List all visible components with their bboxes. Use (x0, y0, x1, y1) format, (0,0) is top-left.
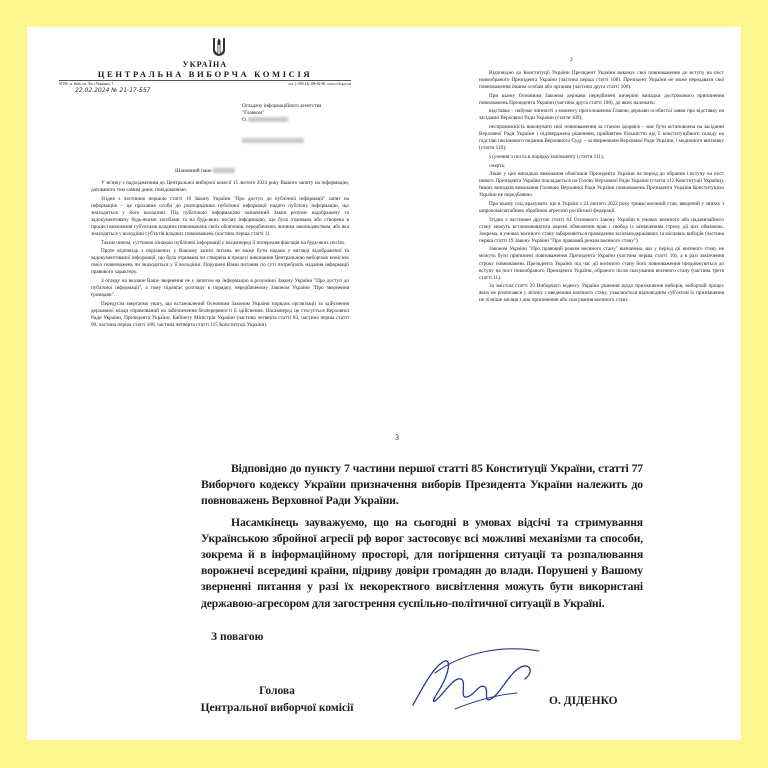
addressee-line-1: Огладачу інформаційного агентства (242, 103, 322, 109)
redacted-name (248, 117, 288, 122)
paragraph: У зв'язку з надходженням до Центральної виборчої комісії 15 лютого 2024 року Вашого запиту на інформацію, датованого тим самим днем, повідомляємо. (91, 180, 349, 194)
signer-name: О. ДІДЕНКО (549, 695, 618, 707)
signer-position-line-1: Голова (259, 685, 295, 697)
page3-body (201, 461, 643, 617)
paragraph: відставка – набуває чинності з моменту проголошення Главою держави особистої заяви про відставку на засіданні Верховної Ради України (стаття 109); (479, 108, 724, 122)
redacted-email (242, 138, 304, 143)
document-frame (27, 27, 741, 740)
paragraph: Проте відповідь з порушених у Вашому запиті питань не може бути надана у вигляді відображеної та задокументованої інформації, що була отримана чи створена в процесі виконання Центральною виборчою комісією своїх повноважень чи знаходиться у її володінні. Порушені Вами питання по суті потребують надання інформації правового характеру. (91, 248, 349, 276)
page-number: 2 (570, 57, 573, 63)
paragraph: Відповідно до Конституції України Президент України виконує свої повноваження до вступу на пост новообраного Президента України (частина перша статті 108). Президент України не може передавати свої повноваження іншим особам або органам (частина друга статті 106). (479, 70, 724, 91)
paragraph: При цьому Основним Законом держави передбачені вичерпні випадки дострокового припинення повноважень Президента України (частина друга статті 108), до яких належать: (479, 92, 724, 106)
paragraph: Згідно з частиною другою статті 64 Основного Закону України в умовах воєнного або надзвичайного стану можуть встановлюватися окремі обмеження прав і свобод із зазначенням строку дії цих обмежень. Зокрема, в умовах воєнного стану забороняється проведення загальнодержавних та місцевих виборів (частина перша статті 19 Закону України "Про правовий режим воєнного стану"). (479, 216, 724, 244)
signer-position-line-2: Центральної виборчої комісії (200, 702, 354, 714)
addressee-line-2: "Главком" (242, 110, 265, 116)
paragraph: Законом України "Про правовий режим воєнного стану" визначено, що у період дії воєнного стану не можуть бути припинені повноваження Президента України (частина перша статті 10), а в разі закінчення строку повноважень Президента України під час дії воєнного стану його повноваження продовжуються до вступу на пост новообраного Президента України, обраного після скасування воєнного стану (частина третя статті 11). (479, 246, 724, 281)
addressee (242, 103, 321, 145)
paragraph: Згідно з частиною першою статті 19 Закону України "Про доступ до публічної інформації" запит на інформацію – це прохання особи до розпорядника публічної інформації надати публічну інформацію, що знаходиться у його володінні. Під публічною інформацією зазначений Закон розуміє відображену та задокументовану будь-якими засобами та на будь-яких носіях інформацію, що була отримана або створена в процесі виконання суб'єктами владних повноважень своїх обов'язків, передбачених чинним законодавством, або яка знаходиться у володінні суб'єктів владних повноважень (частина перша статті 1). (91, 195, 349, 237)
page2-body (479, 70, 724, 306)
page-number: 3 (395, 433, 399, 442)
paragraph: Таким чином, суттєвою ознакою публічної інформації є насамперед її попередня фіксація на будь-яких носіях. (101, 239, 346, 246)
greeting-text: Шановний пане (175, 168, 212, 174)
paragraph: неспроможність виконувати свої повноваження за станом здоров'я – має бути встановлена на засіданні Верховної Ради України і підтверджена рішенням, прийнятим більшістю від її конституційного складу на підставі письмового подання Верховного Суду – за зверненням Верховної Ради України, і медичного висновку (стаття 110); (479, 124, 724, 152)
signer-position (187, 683, 367, 717)
paragraph: Лише у цих випадках виконання обов'язків Президента України на період до обрання і вступу на пост нового Президента України покладається на Голову Верховної Ради України (стаття 112 Конституції України). Інших випадків виконання Головою Верховної Ради України повноважень Президента України Конституцією України не передбачено. (479, 171, 724, 199)
paragraph: Насамкінець зауважуємо, що на сьогодні в умовах відсічі та стримування Українською збройної агресії рф ворог застосовує всі можливі механізми та способи, зокрема й в інформаційному просторі, для погіршення ситуації та розпалювання ворожнечі всередині країни, підриву довіри громадян до влади. Порушені у Вашому зверненні питання у разі їх некоректного висвітлення можуть бути використані державою-агресором для загострення суспільно-політичної ситуації в Україні. (201, 515, 643, 610)
page1-body (91, 180, 349, 331)
redacted-greeting-name (213, 168, 235, 173)
address-right: тел. (+380 44) 286-82-88, www.cvk.gov.ua (288, 82, 351, 86)
paragraph: За змістом статті 20 Виборчого кодексу України рішення щодо призначення виборів, виборчий процес яких не розпочався у зв'язку з введенням воєнного стану, ухвалюється відповідним суб'єктом їх призначення не пізніше місяця з дня припинення або скасування воєнного стану. (479, 283, 724, 304)
closing-regards: З повагою (211, 631, 264, 643)
paragraph: смерть. (489, 162, 506, 169)
org-country: УКРАЇНА (182, 60, 228, 69)
org-name: ЦЕНТРАЛЬНА ВИБОРЧА КОМІСІЯ (97, 69, 313, 79)
address-left: 01196, м. Київ, пл. Лесі Українки, 1 (59, 82, 114, 86)
greeting (175, 168, 235, 174)
registration-number: 22.02.2024 № 21-17-557 (75, 87, 151, 94)
trident-emblem-icon (212, 37, 226, 57)
paragraph: усунення з поста в порядку імпічменту (стаття 111); (489, 153, 605, 160)
paragraph: При цьому слід врахувати, що в Україні з 24 лютого 2022 року триває воєнний стан, введений у зв'язку з широкомасштабною збройною агресією російської федерації. (479, 200, 724, 214)
org-address (59, 80, 351, 86)
paragraph: Передусім звертаємо увагу, що встановлений Основним Законом України порядок організації та здійснення державної влади спрямований на забезпечення безперервності її здійснення. Насамперед це стосується Верховної Ради України, Президента України, Кабінету Міністрів України (частина четверта статті 83, частина перша статті 90, частина перша статті 108, частина четверта статті 115 Конституції України). (91, 300, 349, 328)
paragraph: Відповідно до пункту 7 частини першої статті 85 Конституції України, статті 77 Виборчого кодексу України призначення виборів Президента України належить до повноважень Верховної Ради України. (201, 462, 643, 508)
signature-icon (405, 643, 545, 723)
paragraph: З огляду на вказане Ваше звернення не є запитом на інформацію в розумінні Закону України "Про доступ до публічної інформації", а тому підлягає розгляду в порядку, передбаченому Законом України "Про звернення громадян". (91, 277, 349, 299)
addressee-line-3: О. (242, 117, 248, 123)
